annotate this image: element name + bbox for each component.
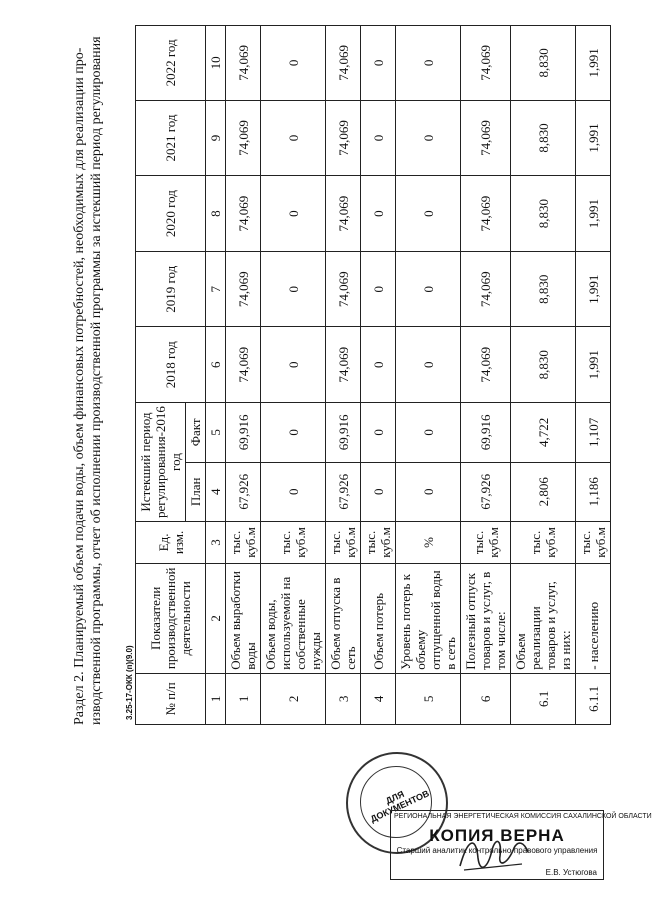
row-2018: 74,069: [326, 327, 361, 403]
row-fact: 69,916: [226, 403, 261, 462]
row-unit: тыс. куб.м: [261, 522, 326, 564]
table-row: [396, 26, 461, 725]
row-num: 3: [326, 673, 361, 724]
row-indicator: - населению: [576, 563, 611, 673]
row-2022: 1,991: [576, 26, 611, 101]
index-cell: 6: [206, 327, 226, 403]
table-row: [511, 26, 576, 725]
row-plan: 0: [261, 462, 326, 521]
stamp-name: Е.В. Устюгова: [545, 868, 597, 877]
production-table: [135, 25, 611, 725]
table-row: [361, 26, 396, 725]
header-unit: Ед. изм.: [136, 522, 206, 564]
row-indicator: Объем реализации товаров и услуг, из них:: [511, 563, 576, 673]
row-2021: 74,069: [326, 100, 361, 176]
row-unit: тыс. куб.м: [511, 522, 576, 564]
row-unit: тыс. куб.м: [361, 522, 396, 564]
row-2021: 8,830: [511, 100, 576, 176]
header-2019: 2019 год: [136, 251, 206, 327]
row-2019: 8,830: [511, 251, 576, 327]
row-plan: 2,806: [511, 462, 576, 521]
row-2018: 74,069: [226, 327, 261, 403]
index-cell: 1: [206, 673, 226, 724]
row-2020: 0: [261, 176, 326, 252]
table-row: [226, 26, 261, 725]
row-2018: 74,069: [461, 327, 511, 403]
row-2019: 74,069: [326, 251, 361, 327]
row-2022: 74,069: [326, 26, 361, 101]
row-num: 2: [261, 673, 326, 724]
index-cell: 2: [206, 563, 226, 673]
row-2018: 0: [361, 327, 396, 403]
row-num: 5: [396, 673, 461, 724]
stamp-role: Старший аналитик контрольно-правового управления: [396, 846, 598, 855]
row-plan: 0: [361, 462, 396, 521]
row-indicator: Объем потерь: [361, 563, 396, 673]
row-unit: тыс. куб.м: [226, 522, 261, 564]
row-unit: %: [396, 522, 461, 564]
row-2022: 0: [261, 26, 326, 101]
row-2021: 1,991: [576, 100, 611, 176]
heading-line-2: изводственной программы, отчет об исполнении производственной программы за истекший период регулирования: [89, 36, 104, 725]
stamp-org: РЕГИОНАЛЬНАЯ ЭНЕРГЕТИЧЕСКАЯ КОМИССИЯ САХАЛИНСКОЙ ОБЛАСТИ: [394, 813, 652, 820]
row-2021: 0: [396, 100, 461, 176]
row-2019: 0: [361, 251, 396, 327]
table-body: [226, 26, 611, 725]
row-2022: 0: [361, 26, 396, 101]
row-2021: 74,069: [461, 100, 511, 176]
heading-line-1: Раздел 2. Планируемый объем подачи воды, объем финансовых потребностей, необходимых для реализации про-: [72, 47, 87, 725]
row-indicator: Уровень потерь к объему отпущенной воды в сеть: [396, 563, 461, 673]
row-fact: 0: [396, 403, 461, 462]
row-2018: 1,991: [576, 327, 611, 403]
row-2019: 74,069: [226, 251, 261, 327]
row-num: 4: [361, 673, 396, 724]
row-2022: 8,830: [511, 26, 576, 101]
row-num: 6.1: [511, 673, 576, 724]
header-2018: 2018 год: [136, 327, 206, 403]
row-indicator: Полезный отпуск товаров и услуг, в том числе:: [461, 563, 511, 673]
row-plan: 0: [396, 462, 461, 521]
rotated-page: [71, 25, 608, 725]
row-2018: 8,830: [511, 327, 576, 403]
row-fact: 0: [361, 403, 396, 462]
table-row: [576, 26, 611, 725]
header-indicator: Показатели производственной деятельности: [136, 563, 206, 673]
row-2019: 0: [261, 251, 326, 327]
table-row: [261, 26, 326, 725]
row-indicator: Объем выработки воды: [226, 563, 261, 673]
row-2020: 8,830: [511, 176, 576, 252]
row-2020: 74,069: [461, 176, 511, 252]
row-num: 1: [226, 673, 261, 724]
row-unit: тыс. куб.м: [461, 522, 511, 564]
header-num: № п/п: [136, 673, 206, 724]
header-2021: 2021 год: [136, 100, 206, 176]
handwritten-signature: [454, 828, 534, 878]
header-plan: План: [186, 462, 206, 521]
row-indicator: Объем воды, используемой на собственные нужды: [261, 563, 326, 673]
row-2019: 0: [396, 251, 461, 327]
row-2020: 74,069: [226, 176, 261, 252]
section-heading: [71, 25, 105, 725]
row-fact: 0: [261, 403, 326, 462]
row-plan: 67,926: [461, 462, 511, 521]
index-cell: 9: [206, 100, 226, 176]
row-fact: 69,916: [326, 403, 361, 462]
row-num: 6: [461, 673, 511, 724]
index-row: [206, 26, 226, 725]
header-2022: 2022 год: [136, 26, 206, 101]
stamp-title: КОПИЯ ВЕРНА: [429, 826, 565, 845]
row-2020: 0: [396, 176, 461, 252]
index-cell: 3: [206, 522, 226, 564]
row-plan: 1,186: [576, 462, 611, 521]
row-indicator: Объем отпуска в сеть: [326, 563, 361, 673]
row-2018: 0: [261, 327, 326, 403]
header-2020: 2020 год: [136, 176, 206, 252]
seal-label: ДЛЯ ДОКУМЕНТОВ: [368, 788, 431, 825]
header-row-1: [136, 26, 186, 725]
table-row: [326, 26, 361, 725]
index-cell: 10: [206, 26, 226, 101]
row-2021: 74,069: [226, 100, 261, 176]
row-unit: тыс. куб.м: [576, 522, 611, 564]
index-cell: 4: [206, 462, 226, 521]
table-row: [461, 26, 511, 725]
index-cell: 7: [206, 251, 226, 327]
row-2022: 74,069: [226, 26, 261, 101]
footer-code: 3.25-17-ОКК (п)(9.0): [125, 645, 134, 720]
row-fact: 69,916: [461, 403, 511, 462]
row-2021: 0: [261, 100, 326, 176]
row-unit: тыс. куб.м: [326, 522, 361, 564]
header-fact: Факт: [186, 403, 206, 462]
row-2020: 0: [361, 176, 396, 252]
row-plan: 67,926: [326, 462, 361, 521]
row-2019: 1,991: [576, 251, 611, 327]
row-plan: 67,926: [226, 462, 261, 521]
row-fact: 4,722: [511, 403, 576, 462]
row-2020: 74,069: [326, 176, 361, 252]
row-2021: 0: [361, 100, 396, 176]
row-2022: 0: [396, 26, 461, 101]
index-cell: 5: [206, 403, 226, 462]
row-2019: 74,069: [461, 251, 511, 327]
row-num: 6.1.1: [576, 673, 611, 724]
row-2020: 1,991: [576, 176, 611, 252]
row-fact: 1,107: [576, 403, 611, 462]
row-2018: 0: [396, 327, 461, 403]
header-period: Истекший период регулирования-2016 год: [136, 403, 186, 522]
index-cell: 8: [206, 176, 226, 252]
row-2022: 74,069: [461, 26, 511, 101]
